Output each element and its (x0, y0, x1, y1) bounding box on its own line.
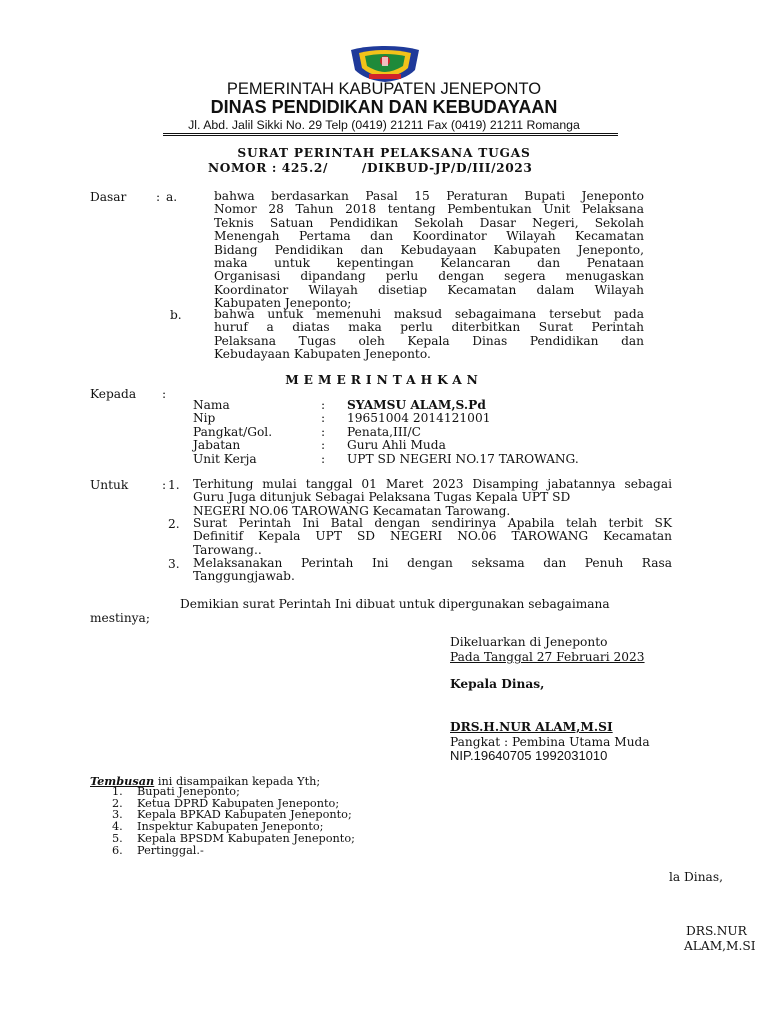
field-value-nama: SYAMSU ALAM,S.Pd (347, 398, 486, 412)
tembusan-list (112, 786, 355, 856)
regency-logo (345, 44, 425, 84)
overflow-name-fragment-2: ALAM,M.SI (684, 939, 756, 953)
text-line: NEGERI NO.06 TAROWANG Kecamatan Tarowang. (193, 503, 511, 518)
text-line: Organisasi dipandang perlu dengan segera menugaskan (214, 269, 644, 284)
text-line: Kabupaten Jeneponto; (214, 296, 352, 311)
list-number: 3. (112, 808, 123, 822)
dasar-label: Dasar (90, 190, 127, 204)
field-sep: : (321, 438, 326, 452)
government-name: PEMERINTAH KABUPATEN JENEPONTO (226, 80, 542, 98)
field-value-pangkat: Penata,III/C (347, 425, 421, 439)
field-value-nip: 19651004 2014121001 (347, 411, 491, 425)
shield-emblem-icon (345, 44, 425, 84)
dasar-item-a-text (214, 190, 644, 311)
field-sep: : (321, 452, 326, 466)
untuk-item-1-text (193, 478, 672, 518)
dasar-item-a-marker: a. (166, 190, 178, 204)
list-number: 1. (112, 785, 123, 798)
text-line: Koordinator Wilayah disetiap Kecamatan dalam Wilayah (214, 282, 644, 297)
text-line: Teknis Satuan Pendidikan Sekolah Dasar Negeri, Sekolah (214, 215, 644, 230)
untuk-item-2-text (193, 517, 672, 557)
field-sep: : (321, 425, 326, 439)
text-line: Tarowang.. (193, 542, 262, 557)
dasar-colon: : (156, 190, 161, 204)
text-line: Pelaksana Tugas oleh Kepala Dinas Pendidikan dan (214, 333, 644, 348)
field-key-nip: Nip (193, 411, 216, 425)
signer-name: DRS.H.NUR ALAM,M.SI (450, 720, 613, 734)
list-text: Bupati Jeneponto; (137, 785, 240, 798)
list-text: Pertinggal.- (137, 843, 204, 857)
text-line: Guru Juga ditunjuk Sebagai Pelaksana Tugas Kepala UPT SD (193, 490, 571, 505)
text-line: huruf a diatas maka perlu diterbitkan Surat Perintah (214, 320, 644, 335)
field-key-pangkat: Pangkat/Gol. (193, 425, 273, 439)
list-number: 2. (112, 796, 123, 810)
untuk-item-3-marker: 3. (168, 557, 180, 571)
field-key-unit-kerja: Unit Kerja (193, 452, 257, 466)
letter-title: SURAT PERINTAH PELAKSANA TUGAS (237, 146, 531, 160)
text-line: Definitif Kepala UPT SD NEGERI NO.06 TAROWANG Kecamatan (193, 529, 672, 544)
list-text: Kepala BPSDM Kabupaten Jeneponto; (137, 831, 355, 845)
issued-date: Pada Tanggal 27 Februari 2023 (450, 650, 645, 664)
text-line: maka untuk kepentingan Kelancaran dan Penataan (214, 256, 644, 271)
untuk-item-1-marker: 1. (168, 478, 180, 492)
text-line: Tanggungjawab. (193, 569, 295, 584)
department-name: DINAS PENDIDIKAN DAN KEBUDAYAAN (210, 97, 558, 117)
department-address: Jl. Abd. Jalil Sikki No. 29 Telp (0419) 21211 Fax (0419) 21211 Romanga (188, 118, 580, 132)
text-line: Melaksanakan Perintah Ini dengan seksama dan Penuh Rasa (193, 556, 672, 570)
memerintahkan-heading: MEMERINTAHKAN (285, 373, 483, 387)
list-item (112, 845, 355, 857)
closing-line: mestinya; (90, 611, 150, 626)
header-divider (163, 133, 618, 136)
list-text: Kepala BPKAD Kabupaten Jeneponto; (137, 808, 352, 822)
text-line: Nomor 28 Tahun 2018 tentang Pembentukan Unit Pelaksana (214, 202, 644, 217)
list-text: Ketua DPRD Kabupaten Jeneponto; (137, 796, 340, 810)
dasar-item-b-marker: b. (170, 308, 182, 322)
field-key-jabatan: Jabatan (193, 438, 241, 452)
field-value-jabatan: Guru Ahli Muda (347, 438, 446, 452)
field-key-nama: Nama (193, 398, 230, 412)
field-sep: : (321, 398, 326, 412)
letter-number: NOMOR : 425.2/ /DIKBUD-JP/D/III/2023 (208, 161, 533, 175)
untuk-colon: : (162, 478, 167, 492)
list-number: 4. (112, 820, 123, 834)
untuk-item-2-marker: 2. (168, 517, 180, 531)
text-line: Terhitung mulai tanggal 01 Maret 2023 Disamping jabatannya sebagai (193, 477, 672, 491)
signer-role: Kepala Dinas, (450, 677, 545, 691)
text-line: Surat Perintah Ini Batal dengan sendirinya Apabila telah terbit SK (193, 516, 672, 530)
kepada-label: Kepada (90, 387, 137, 401)
issued-place: Dikeluarkan di Jeneponto (450, 635, 608, 649)
overflow-name-fragment-1: DRS.NUR (686, 924, 747, 938)
list-number: 5. (112, 831, 123, 845)
list-text: Inspektur Kabupaten Jeneponto; (137, 820, 324, 834)
untuk-label: Untuk (90, 478, 129, 492)
untuk-item-3-text (193, 557, 672, 584)
list-number: 6. (112, 843, 123, 857)
field-sep: : (321, 411, 326, 425)
field-value-unit-kerja: UPT SD NEGERI NO.17 TAROWANG. (347, 452, 579, 466)
text-line: Menengah Pertama dan Koordinator Wilayah Kecamatan (214, 229, 644, 244)
closing-paragraph (90, 598, 686, 626)
text-line: Bidang Pendidikan dan Kebudayaan Kabupaten Jeneponto, (214, 242, 644, 257)
tembusan-label: Tembusan (90, 774, 155, 788)
overflow-role-fragment: la Dinas, (669, 870, 723, 884)
dasar-item-b-text (214, 308, 644, 362)
closing-line: Demikian surat Perintah Ini dibuat untuk dipergunakan sebagaimana (180, 597, 610, 611)
text-line: bahwa untuk memenuhi maksud sebagaimana tersebut pada (214, 307, 644, 321)
kepada-colon: : (162, 387, 167, 401)
signer-nip: NIP.19640705 1992031010 (450, 748, 608, 763)
tembusan-intro: ini disampaikan kepada Yth; (154, 775, 321, 788)
text-line: Kebudayaan Kabupaten Jeneponto. (214, 347, 431, 362)
signer-rank: Pangkat : Pembina Utama Muda (450, 735, 650, 749)
text-line: bahwa berdasarkan Pasal 15 Peraturan Bupati Jeneponto (214, 189, 644, 203)
